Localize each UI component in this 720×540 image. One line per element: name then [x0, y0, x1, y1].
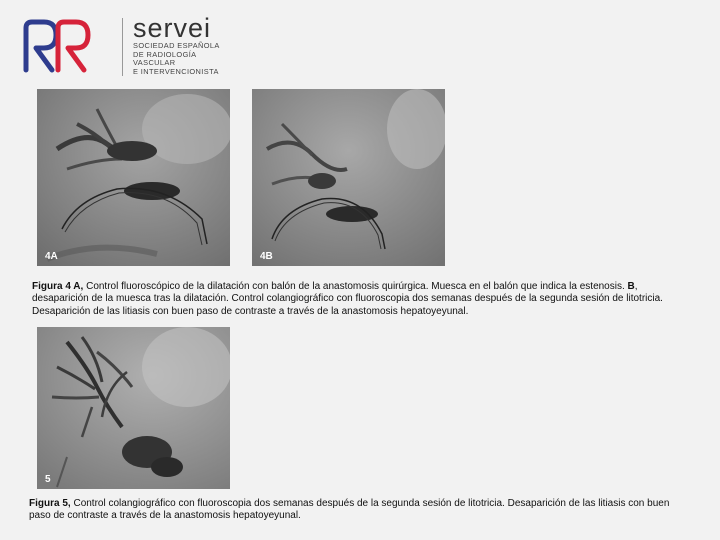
- logo-divider: [122, 18, 123, 76]
- figure-5-caption: [29, 498, 689, 523]
- logo-subtitle-line: VASCULAR: [133, 58, 176, 67]
- fluoroscopy-image-5: [37, 327, 230, 489]
- fluoroscopy-4b-drawing: [252, 89, 445, 266]
- caption-5-text: Control colangiográfico con fluoroscopia dos semanas después de la segunda sesión de litotricia. Desaparición de las litiasis con buen paso de contraste a través de la anastomosis hepatoyeyunal.: [29, 498, 670, 522]
- servei-logo: [22, 14, 222, 76]
- caption-5-bold-figure: Figura 5,: [29, 498, 71, 509]
- logo-subtitle-line: E INTERVENCIONISTA: [133, 66, 219, 76]
- fluoroscopy-5-drawing: [37, 327, 230, 489]
- fluoroscopy-image-4a: [37, 89, 230, 266]
- servei-logo-mark: [22, 18, 92, 74]
- figure-4-caption: [32, 281, 672, 318]
- logo-subtitle-line: DE RADIOLOGÍA: [133, 49, 197, 59]
- caption-4-text: Control fluoroscópico de la dilatación con balón de la anastomosis quirúrgica. Muesca en el balón que indica la estenosis.: [83, 281, 628, 292]
- logo-subtitle-line: SOCIEDAD ESPAÑOLA: [133, 41, 220, 50]
- caption-4-bold-figure: Figura 4 A,: [32, 281, 84, 292]
- logo-subtitle: [133, 42, 220, 76]
- logo-name: servei: [133, 13, 212, 43]
- caption-4-bold-b: B: [627, 281, 635, 292]
- caption-4-text-2: , desaparición de la muesca tras la dilatación. Control colangiográfico con fluoroscopia dos semanas después de la segunda sesión de litotricia. Desaparición de las litiasis con buen paso de contraste a través de la anastomosis hepatoyeyunal.: [32, 281, 663, 317]
- panel-label-5: 5: [45, 474, 51, 485]
- panel-label-4a: 4A: [45, 251, 58, 262]
- panel-label-4b: 4B: [260, 251, 273, 262]
- fluoroscopy-4a-drawing: [37, 89, 230, 266]
- fluoroscopy-image-4b: [252, 89, 445, 266]
